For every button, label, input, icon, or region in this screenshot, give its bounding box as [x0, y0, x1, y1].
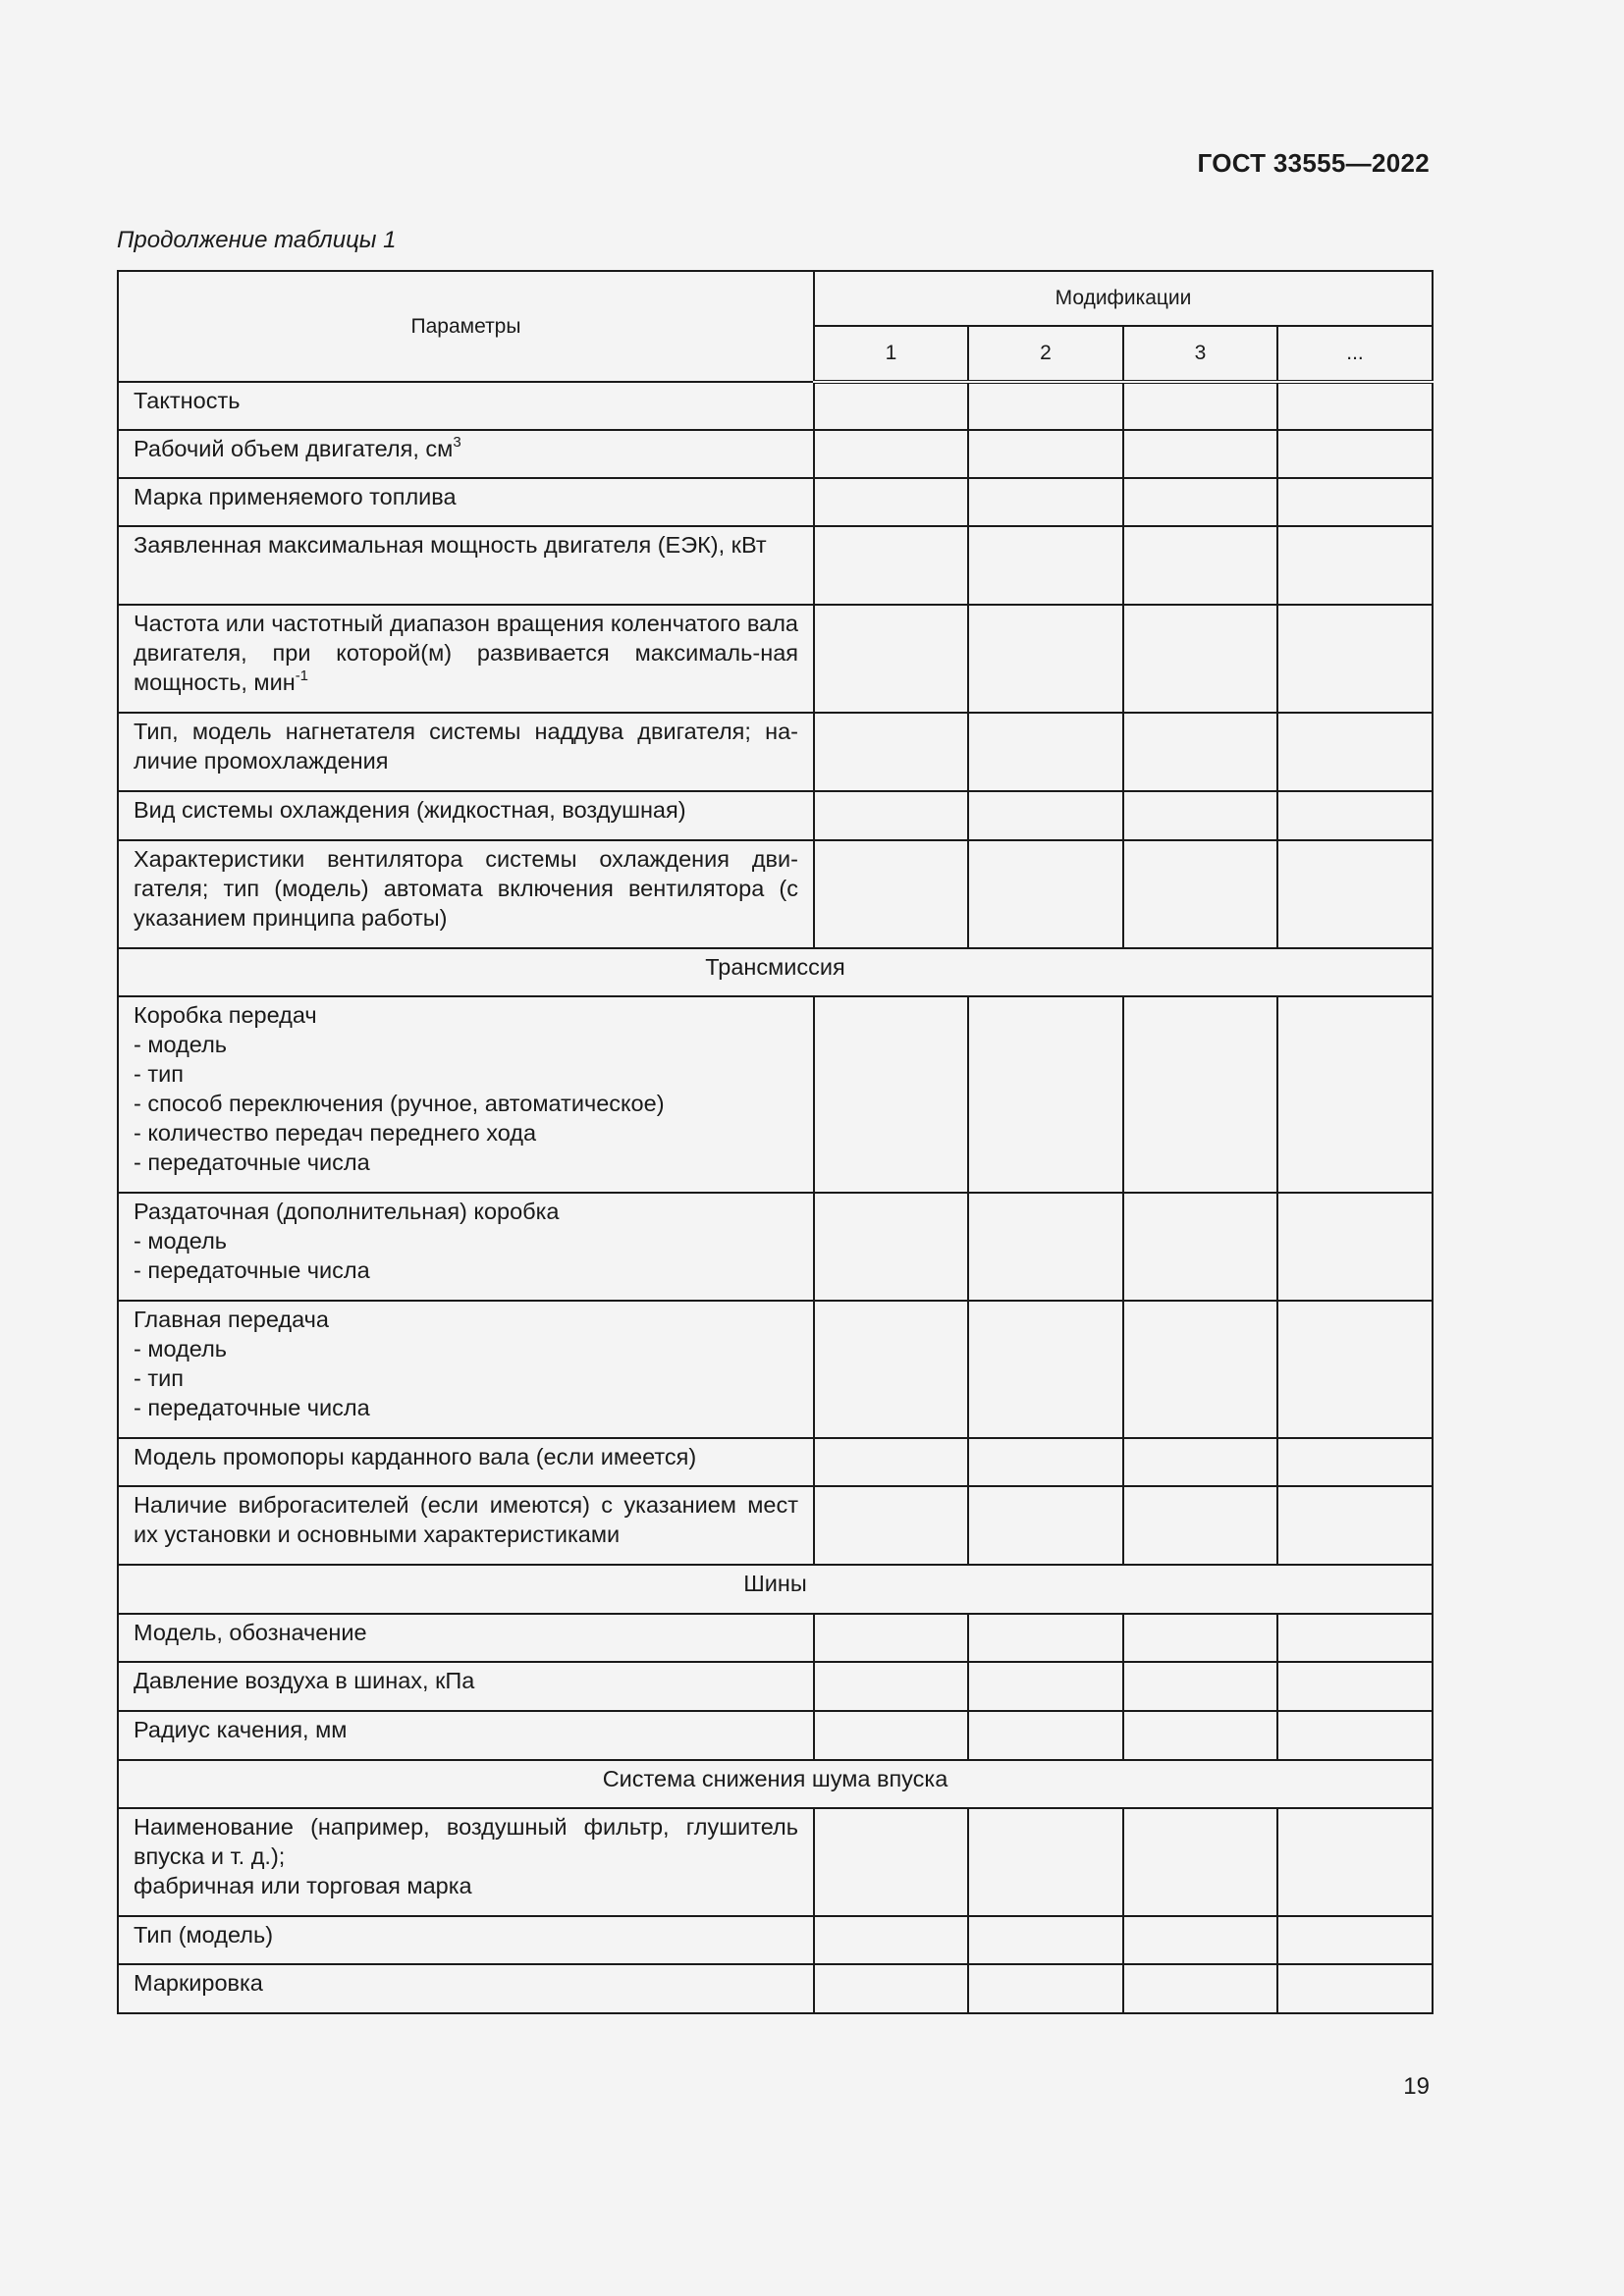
- value-cell: [814, 382, 968, 430]
- value-cell: [814, 1711, 968, 1760]
- value-cell: [1277, 605, 1433, 713]
- param-cell: Тип, модель нагнетателя системы наддува двигателя; на-личие промохлаждения: [118, 713, 814, 791]
- header-mod-more: ...: [1277, 326, 1433, 382]
- table-row: [118, 605, 1433, 713]
- param-cell: Характеристики вентилятора системы охлаждения дви-гателя; тип (модель) автомата включения вентилятора (с указанием принципа работы): [118, 840, 814, 948]
- section-heading-transmission: Трансмиссия: [118, 948, 1433, 996]
- value-cell: [968, 713, 1123, 791]
- param-superscript: -1: [295, 667, 309, 684]
- value-cell: [814, 526, 968, 605]
- value-cell: [1277, 1662, 1433, 1711]
- value-cell: [1123, 605, 1277, 713]
- param-line: - способ переключения (ручное, автоматическое): [134, 1091, 665, 1116]
- section-heading-intake-noise: Система снижения шума впуска: [118, 1760, 1433, 1808]
- param-line: Раздаточная (дополнительная) коробка: [134, 1199, 560, 1224]
- table-row: [118, 1614, 1433, 1662]
- table-row: [118, 1438, 1433, 1486]
- table-row: [118, 478, 1433, 526]
- value-cell: [1123, 1662, 1277, 1711]
- param-line: - тип: [134, 1365, 184, 1391]
- value-cell: [1277, 996, 1433, 1193]
- value-cell: [968, 1193, 1123, 1301]
- value-cell: [1277, 1438, 1433, 1486]
- value-cell: [1123, 526, 1277, 605]
- table-row: [118, 1193, 1433, 1301]
- value-cell: [814, 1808, 968, 1916]
- value-cell: [968, 526, 1123, 605]
- value-cell: [814, 1486, 968, 1565]
- value-cell: [814, 605, 968, 713]
- param-line: - тип: [134, 1061, 184, 1087]
- value-cell: [1123, 1808, 1277, 1916]
- param-line: - передаточные числа: [134, 1257, 370, 1283]
- section-row: [118, 948, 1433, 996]
- value-cell: [968, 1301, 1123, 1438]
- value-cell: [968, 430, 1123, 478]
- header-mod-2: 2: [968, 326, 1123, 382]
- param-line: - передаточные числа: [134, 1149, 370, 1175]
- value-cell: [968, 605, 1123, 713]
- page-number: 19: [1403, 2073, 1430, 2100]
- param-cell: [118, 605, 814, 713]
- value-cell: [968, 1662, 1123, 1711]
- value-cell: [1277, 840, 1433, 948]
- param-line: - передаточные числа: [134, 1395, 370, 1420]
- param-cell: Модель промопоры карданного вала (если имеется): [118, 1438, 814, 1486]
- value-cell: [968, 1486, 1123, 1565]
- value-cell: [968, 1964, 1123, 2013]
- param-text: Рабочий объем двигателя, см: [134, 436, 454, 461]
- section-row: [118, 1565, 1433, 1614]
- param-cell: Наличие виброгасителей (если имеются) с указанием мест их установки и основными характеристиками: [118, 1486, 814, 1565]
- section-row: [118, 1760, 1433, 1808]
- value-cell: [1277, 382, 1433, 430]
- param-cell: Давление воздуха в шинах, кПа: [118, 1662, 814, 1711]
- table-row: [118, 430, 1433, 478]
- document-header: ГОСТ 33555—2022: [1197, 148, 1430, 178]
- param-cell: Марка применяемого топлива: [118, 478, 814, 526]
- value-cell: [968, 840, 1123, 948]
- value-cell: [814, 1614, 968, 1662]
- value-cell: [1277, 1486, 1433, 1565]
- param-line: - модель: [134, 1228, 228, 1254]
- table-row: [118, 1916, 1433, 1964]
- value-cell: [814, 478, 968, 526]
- table-row: [118, 791, 1433, 840]
- table-row: [118, 1486, 1433, 1565]
- param-line: Наименование (например, воздушный фильтр, глушитель впуска и т. д.);: [134, 1814, 798, 1869]
- param-cell: Тип (модель): [118, 1916, 814, 1964]
- value-cell: [1277, 430, 1433, 478]
- param-cell: Заявленная максимальная мощность двигателя (ЕЭК), кВт: [118, 526, 814, 605]
- param-cell: Модель, обозначение: [118, 1614, 814, 1662]
- param-cell: Вид системы охлаждения (жидкостная, воздушная): [118, 791, 814, 840]
- value-cell: [1123, 1193, 1277, 1301]
- value-cell: [1123, 1964, 1277, 2013]
- value-cell: [1123, 1438, 1277, 1486]
- header-mod-1: 1: [814, 326, 968, 382]
- value-cell: [1277, 478, 1433, 526]
- value-cell: [968, 1614, 1123, 1662]
- table-row: [118, 1964, 1433, 2013]
- table-row: [118, 1808, 1433, 1916]
- value-cell: [814, 791, 968, 840]
- table-row: [118, 840, 1433, 948]
- param-cell: Радиус качения, мм: [118, 1711, 814, 1760]
- param-line: - модель: [134, 1032, 228, 1057]
- parameters-table: [117, 270, 1434, 2014]
- value-cell: [814, 1438, 968, 1486]
- value-cell: [1123, 382, 1277, 430]
- table-row: [118, 1662, 1433, 1711]
- section-heading-tires: Шины: [118, 1565, 1433, 1614]
- value-cell: [968, 1808, 1123, 1916]
- value-cell: [968, 1438, 1123, 1486]
- table-row: [118, 382, 1433, 430]
- value-cell: [814, 1301, 968, 1438]
- param-line: - количество передач переднего хода: [134, 1120, 537, 1146]
- value-cell: [1277, 1808, 1433, 1916]
- param-line: фабричная или торговая марка: [134, 1873, 472, 1898]
- value-cell: [1277, 1916, 1433, 1964]
- value-cell: [968, 478, 1123, 526]
- param-text: Частота или частотный диапазон вращения коленчатого вала двигателя, при которой(м) развивается максималь-ная мощность, мин: [134, 611, 798, 695]
- param-superscript: 3: [453, 434, 461, 451]
- header-parameters: Параметры: [118, 271, 814, 382]
- param-line: - модель: [134, 1336, 228, 1362]
- value-cell: [1277, 791, 1433, 840]
- param-cell: [118, 1808, 814, 1916]
- table-row: [118, 526, 1433, 605]
- value-cell: [1123, 996, 1277, 1193]
- param-cell: [118, 1301, 814, 1438]
- value-cell: [1277, 1711, 1433, 1760]
- value-cell: [814, 840, 968, 948]
- param-cell: [118, 430, 814, 478]
- value-cell: [1123, 1711, 1277, 1760]
- value-cell: [1123, 1301, 1277, 1438]
- value-cell: [814, 1964, 968, 2013]
- value-cell: [1123, 430, 1277, 478]
- value-cell: [968, 996, 1123, 1193]
- value-cell: [1123, 791, 1277, 840]
- value-cell: [1277, 1193, 1433, 1301]
- value-cell: [968, 791, 1123, 840]
- value-cell: [1123, 840, 1277, 948]
- value-cell: [1123, 1486, 1277, 1565]
- param-cell: Тактность: [118, 382, 814, 430]
- value-cell: [1123, 478, 1277, 526]
- table-row: [118, 713, 1433, 791]
- value-cell: [968, 382, 1123, 430]
- value-cell: [814, 1662, 968, 1711]
- param-cell: [118, 1193, 814, 1301]
- value-cell: [1277, 1964, 1433, 2013]
- table-row: [118, 996, 1433, 1193]
- param-line: Главная передача: [134, 1307, 329, 1332]
- value-cell: [968, 1711, 1123, 1760]
- value-cell: [1277, 1301, 1433, 1438]
- header-mod-3: 3: [1123, 326, 1277, 382]
- value-cell: [1277, 526, 1433, 605]
- table-row: [118, 1711, 1433, 1760]
- value-cell: [814, 1193, 968, 1301]
- table-row: [118, 1301, 1433, 1438]
- param-cell: Маркировка: [118, 1964, 814, 2013]
- value-cell: [814, 1916, 968, 1964]
- value-cell: [814, 996, 968, 1193]
- value-cell: [1277, 713, 1433, 791]
- header-modifications: Модификации: [814, 271, 1433, 326]
- table-caption: Продолжение таблицы 1: [117, 227, 397, 253]
- param-cell: [118, 996, 814, 1193]
- value-cell: [814, 713, 968, 791]
- value-cell: [1277, 1614, 1433, 1662]
- value-cell: [1123, 1614, 1277, 1662]
- value-cell: [1123, 713, 1277, 791]
- value-cell: [814, 430, 968, 478]
- param-line: Коробка передач: [134, 1002, 317, 1028]
- value-cell: [1123, 1916, 1277, 1964]
- value-cell: [968, 1916, 1123, 1964]
